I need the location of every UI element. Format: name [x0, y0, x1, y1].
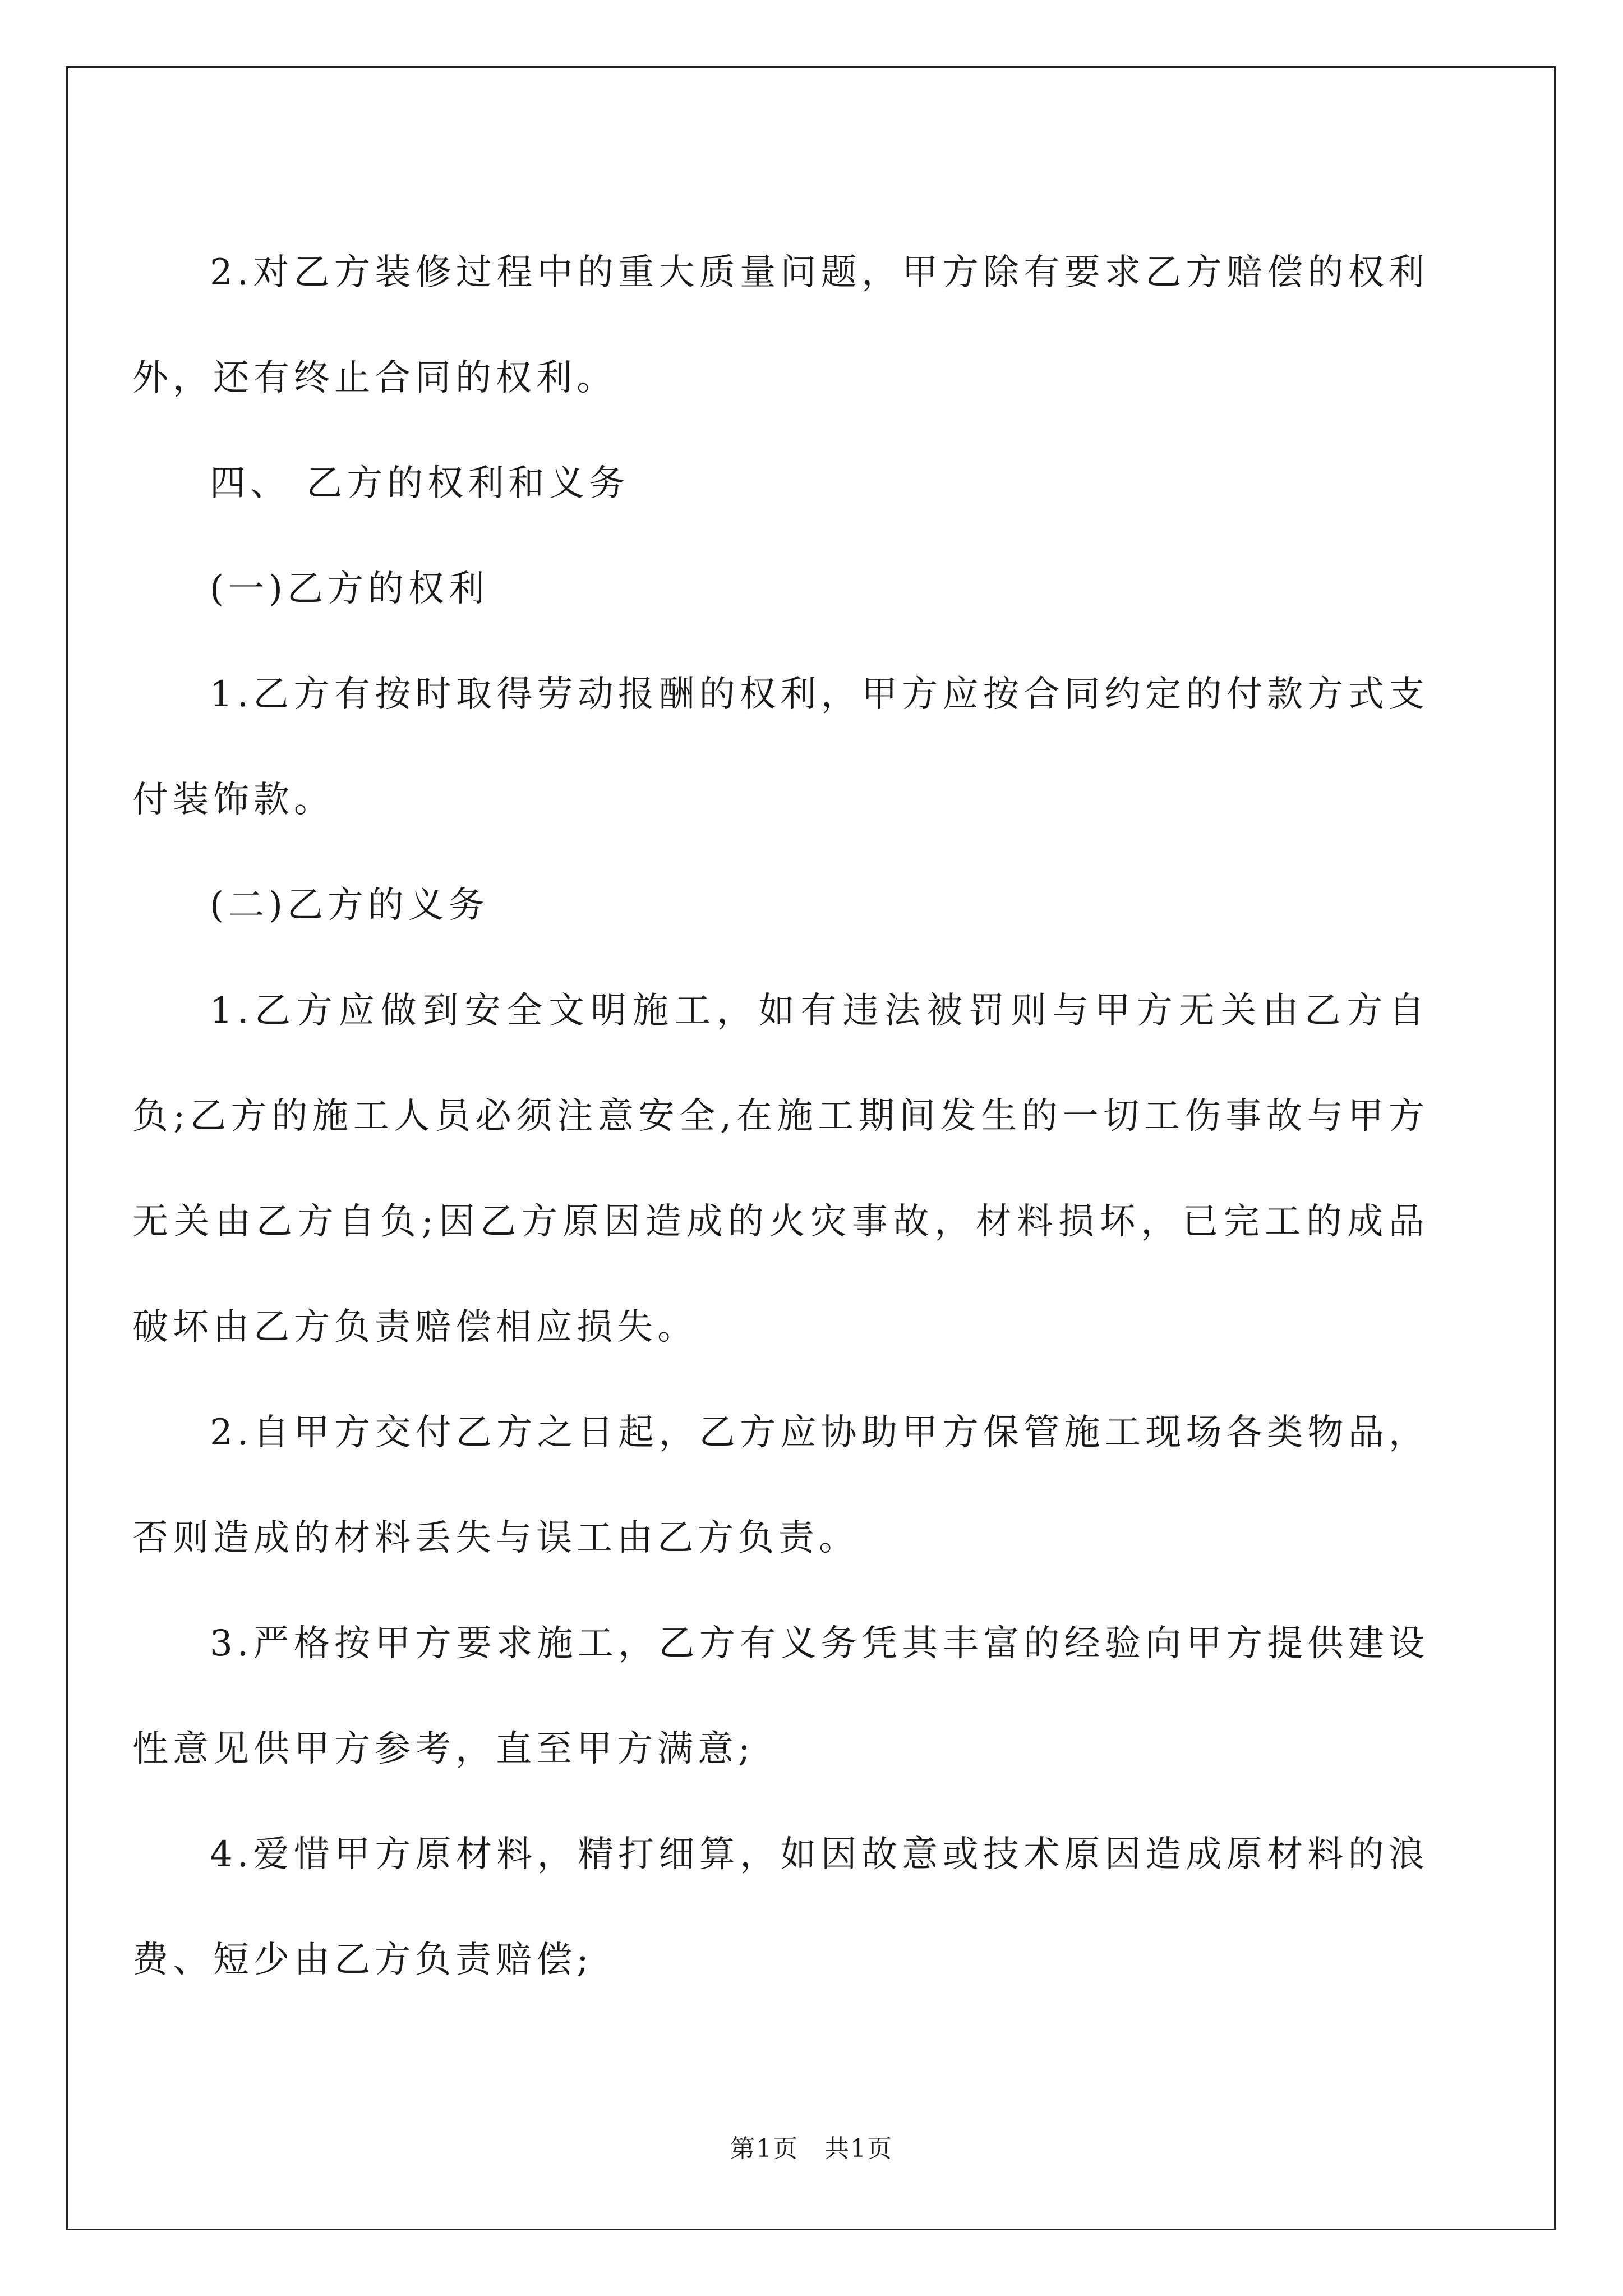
paragraph: 1.乙方有按时取得劳动报酬的权利，甲方应按合同约定的付款方式支付装饰款。 [132, 674, 1429, 821]
page-number-footer: 第1页 共1页 [730, 2134, 893, 2163]
paragraph: 4.爱惜甲方原材料，精打细算，如因故意或技术原因造成原材料的浪费、短少由乙方负责赔偿; [132, 1834, 1429, 1981]
paragraph: 2.对乙方装修过程中的重大质量问题，甲方除有要求乙方赔偿的权利外，还有终止合同的权利。 [132, 252, 1429, 399]
subsection-heading: (二)乙方的义务 [210, 885, 489, 926]
paragraph: 3.严格按甲方要求施工，乙方有义务凭其丰富的经验向甲方提供建设性意见供甲方参考，直至甲方满意; [132, 1623, 1429, 1770]
subsection-heading: (一)乙方的权利 [210, 568, 489, 610]
paragraph: 1.乙方应做到安全文明施工，如有违法被罚则与甲方无关由乙方自负;乙方的施工人员必须注意安全,在施工期间发生的一切工伤事故与甲方无关由乙方自负;因乙方原因造成的火灾事故，材料损坏，已完工的成品破坏由乙方负责赔偿相应损失。 [132, 990, 1429, 1348]
document-body [132, 220, 1429, 2013]
section-heading: 四、 乙方的权利和义务 [210, 463, 630, 504]
paragraph: 2.自甲方交付乙方之日起，乙方应协助甲方保管施工现场各类物品，否则造成的材料丢失与误工由乙方负责。 [132, 1412, 1429, 1559]
